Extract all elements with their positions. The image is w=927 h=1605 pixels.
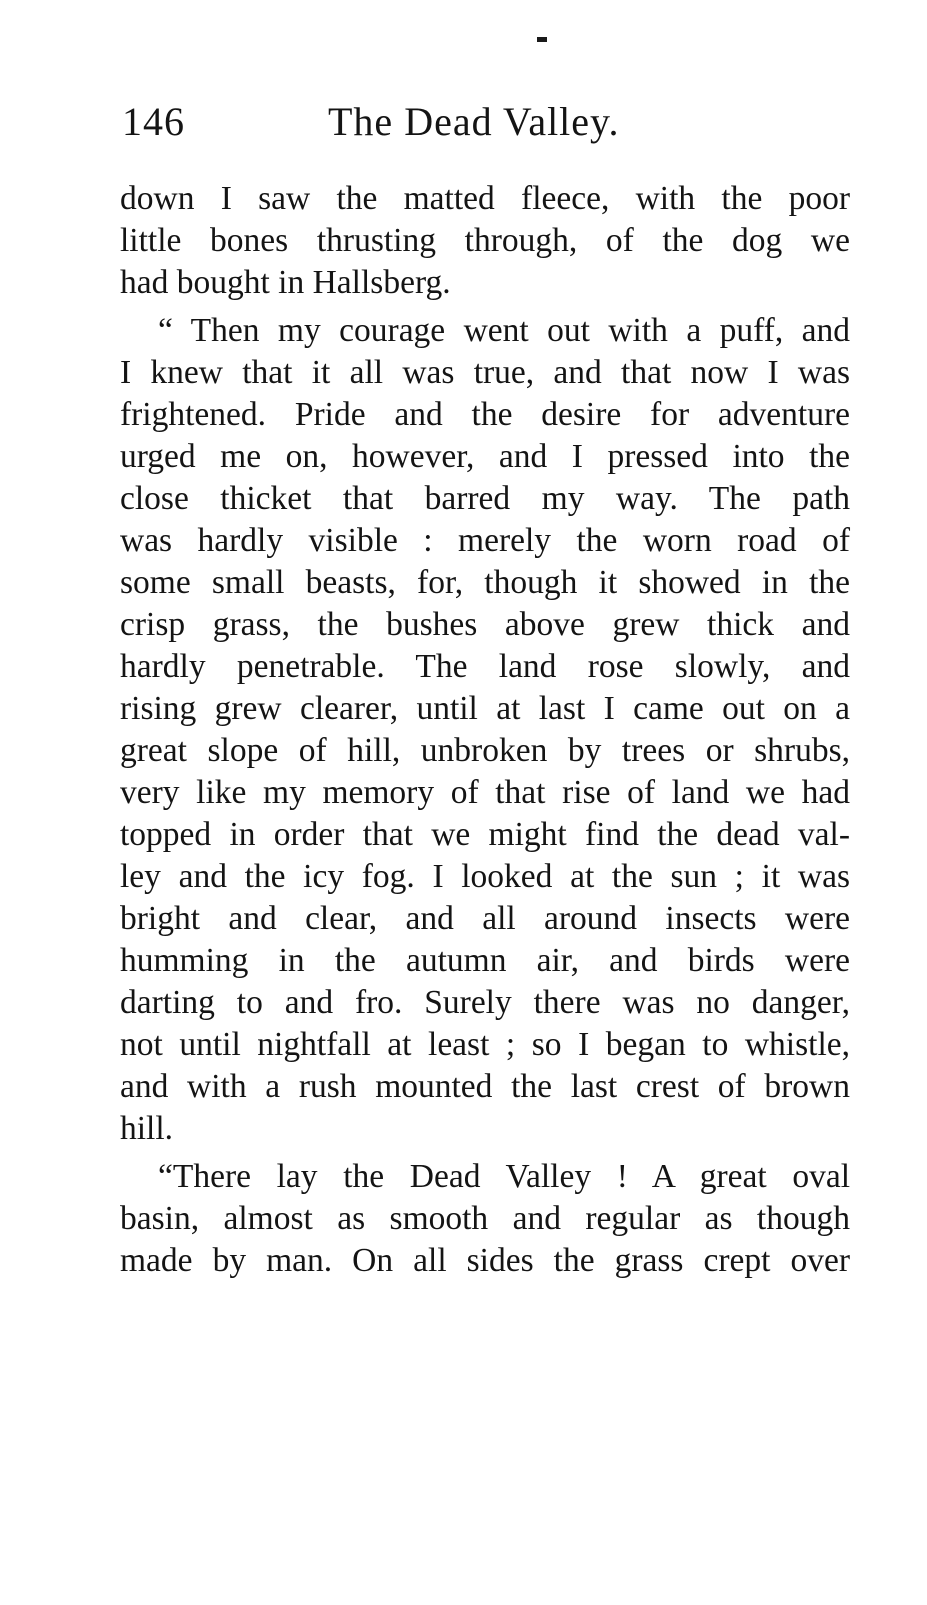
text-line: rising grew clearer, until at last I came out on a [120,690,850,727]
text-line: hardly penetrable. The land rose slowly, and [120,648,850,685]
text-line: not until nightfall at least ; so I began to whistle, [120,1026,850,1063]
text-line: great slope of hill, unbroken by trees or shrubs, [120,732,850,769]
text-line: was hardly visible : merely the worn road of [120,522,850,559]
paragraph [120,310,850,1150]
page-number: 146 [122,99,185,144]
text-line: some small beasts, for, though it showed in the [120,564,850,601]
text-line: darting to and fro. Surely there was no danger, [120,984,850,1021]
text-line: urged me on, however, and I pressed into the [120,438,850,475]
text-line: little bones thrusting through, of the dog we [120,222,850,259]
text-line: made by man. On all sides the grass crept over [120,1242,850,1279]
text-line: topped in order that we might find the dead val- [120,816,850,853]
text-line: and with a rush mounted the last crest of brown [120,1068,850,1105]
text-line: crisp grass, the bushes above grew thick and [120,606,850,643]
text-line: basin, almost as smooth and regular as though [120,1200,850,1237]
text-line: ley and the icy fog. I looked at the sun ; it was [120,858,850,895]
paragraph [120,1156,850,1282]
text-line: bright and clear, and all around insects were [120,900,850,937]
text-line: “There lay the Dead Valley ! A great oval [158,1158,850,1195]
text-line: “ Then my courage went out with a puff, and [158,312,850,349]
text-line: frightened. Pride and the desire for adventure [120,396,850,433]
paragraph [120,178,850,304]
text-line: had bought in Hallsberg. [120,264,451,301]
text-line: down I saw the matted fleece, with the poor [120,180,850,217]
running-title: The Dead Valley. [328,99,620,144]
text-line: humming in the autumn air, and birds were [120,942,850,979]
text-line: very like my memory of that rise of land we had [120,774,850,811]
text-line: hill. [120,1110,174,1147]
text-line: I knew that it all was true, and that now I was [120,354,850,391]
printer-mark [537,37,547,42]
text-line: close thicket that barred my way. The path [120,480,850,517]
body-text [120,178,850,1282]
